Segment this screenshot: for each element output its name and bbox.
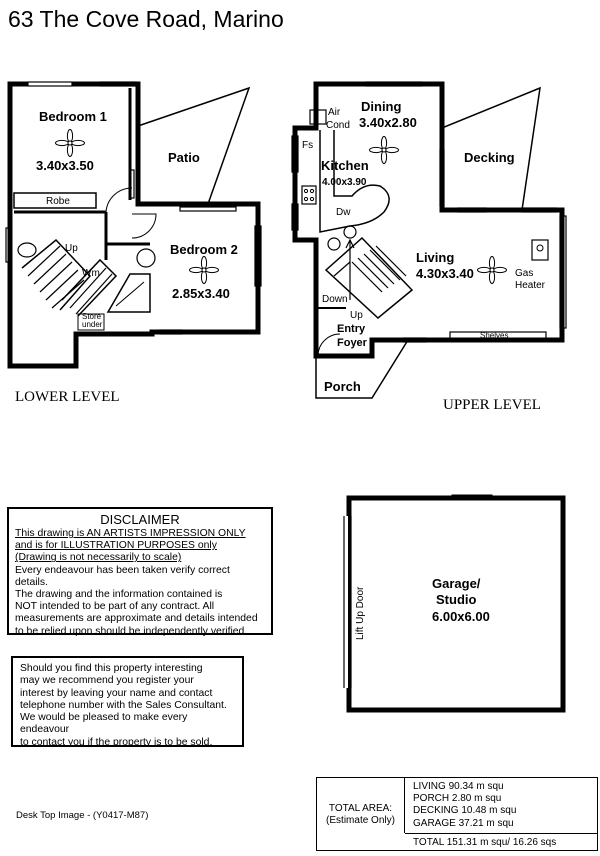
wm-label: Wm [82, 268, 100, 279]
robe-label: Robe [46, 196, 70, 207]
living-label: Living [416, 250, 455, 265]
fs-label: Fs [302, 140, 314, 151]
store-label-2: under [82, 320, 103, 329]
kitchen-label: Kitchen [321, 158, 369, 173]
bedroom2-label: Bedroom 2 [170, 242, 238, 257]
disclaimer-line: Every endeavour has been taken verify correct details. [15, 564, 230, 588]
lower-up-label: Up [65, 243, 78, 254]
total-area-label-line: TOTAL AREA: [328, 803, 393, 814]
footer-code: Desk Top Image - (Y0417-M87) [16, 810, 149, 821]
area-item: DECKING 10.48 m squ [413, 805, 517, 817]
lower-level-label: LOWER LEVEL [15, 389, 120, 405]
disclaimer-line: and is for ILLUSTRATION PURPOSES only [15, 540, 217, 552]
disclaimer-line: The drawing and the information contained is [15, 589, 223, 601]
disclaimer-line: measurements are approximate and details intended [15, 613, 258, 625]
contact-line: Should you find this property interesting [20, 663, 203, 674]
garage-label-2: Studio [436, 592, 477, 607]
contact-line: telephone number with the Sales Consultant. [20, 699, 227, 711]
decking-label: Decking [464, 150, 515, 165]
ceiling-fan-icon [56, 130, 85, 157]
disclaimer-line: to be relied upon should be independently verified. [15, 625, 248, 637]
contact-line: interest by leaving your name and contact [20, 687, 213, 699]
area-item: GARAGE 37.21 m squ [413, 817, 514, 829]
porch-label: Porch [324, 379, 361, 394]
ceiling-fan-icon [190, 257, 219, 284]
area-item: LIVING 90.34 m squ [413, 781, 504, 792]
disclaimer-box [7, 507, 273, 635]
area-total: TOTAL 151.31 m squ/ 16.26 sqs [405, 833, 597, 851]
contact-line: to contact you if the property is to be sold. [20, 736, 213, 748]
entry-label: Entry [337, 323, 366, 335]
bedroom2-size: 2.85x3.40 [172, 286, 230, 301]
total-area-table [316, 777, 598, 851]
upper-down-label: Down [322, 294, 348, 305]
total-area-label [317, 778, 405, 833]
store-label: Store [82, 312, 102, 321]
area-items [413, 781, 516, 830]
dining-size: 3.40x2.80 [359, 115, 417, 130]
aircond-label: Air [328, 107, 341, 118]
disclaimer-line: NOT intended to be part of any contract. All [15, 601, 215, 613]
disclaimer-line: This drawing is AN ARTISTS IMPRESSION ONLY [15, 528, 246, 539]
living-size: 4.30x3.40 [416, 266, 474, 281]
foyer-label: Foyer [337, 337, 367, 349]
patio-label: Patio [168, 150, 200, 165]
disclaimer-heading: DISCLAIMER [100, 512, 180, 527]
contact-box [11, 656, 244, 747]
disclaimer-line: (Drawing is not necessarily to scale) [15, 552, 182, 564]
dw-label: Dw [336, 207, 351, 218]
garage-label: Garage/ [432, 576, 481, 591]
contact-line: We would be pleased to make every endeavour [20, 712, 188, 736]
contact-line: may we recommend you register your [20, 675, 194, 687]
gas-heater-label-2: Heater [515, 280, 546, 291]
dining-label: Dining [361, 99, 402, 114]
page-title: 63 The Cove Road, Marino [8, 6, 284, 32]
upper-up-label: Up [350, 310, 363, 321]
lift-up-door-label: Lift Up Door [355, 586, 366, 640]
kitchen-size: 4.00x3.90 [322, 177, 367, 188]
upper-level-label: UPPER LEVEL [443, 397, 541, 413]
bedroom1-label: Bedroom 1 [39, 109, 107, 124]
aircond-label-2: Cond [326, 120, 350, 131]
area-item: PORCH 2.80 m squ [413, 793, 502, 805]
gas-heater-label: Gas [515, 268, 534, 279]
total-area-label-line: (Estimate Only) [326, 815, 395, 826]
lower-level-plan [6, 82, 261, 366]
shelves-label: Shelves [480, 331, 509, 340]
ceiling-fan-icon [370, 137, 399, 164]
ceiling-fan-icon [478, 257, 507, 284]
garage-size: 6.00x6.00 [432, 609, 490, 624]
bedroom1-size: 3.40x3.50 [36, 158, 94, 173]
